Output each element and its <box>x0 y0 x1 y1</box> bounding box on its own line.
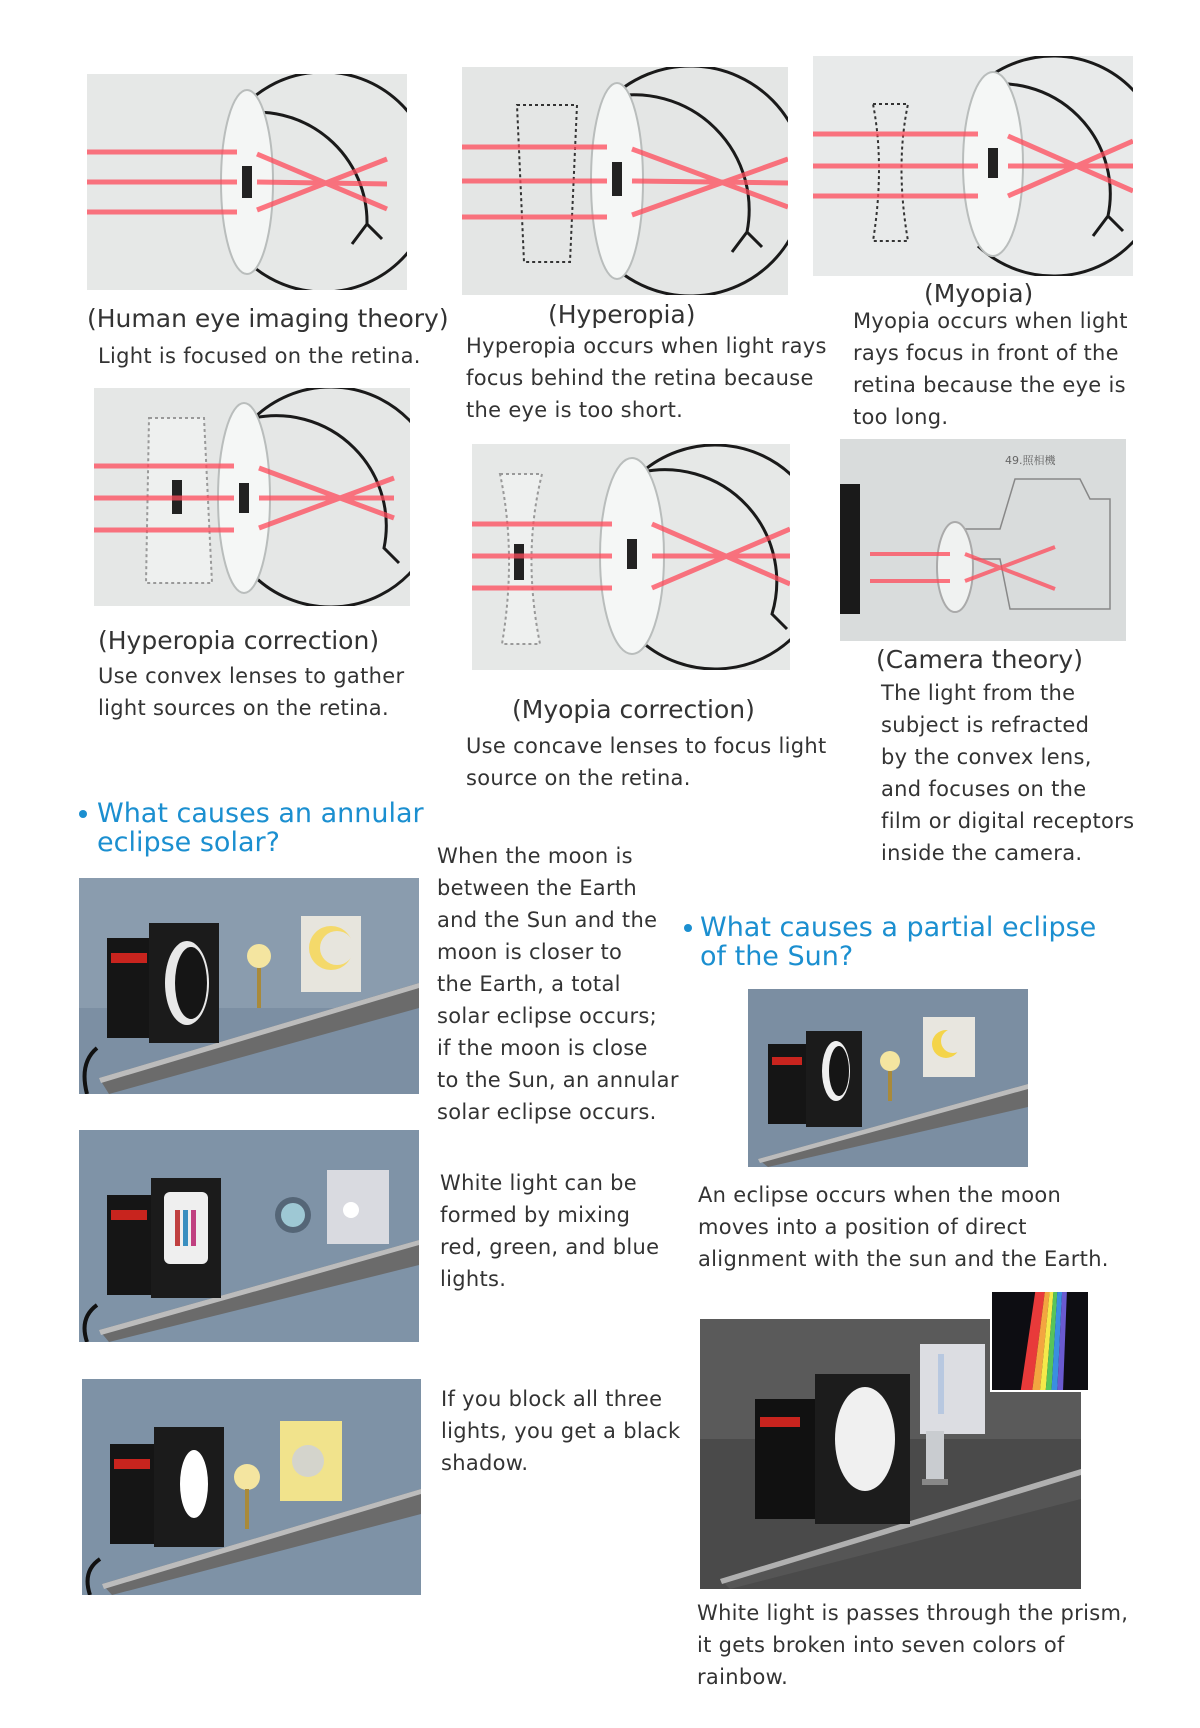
rainbow-inset-photo <box>990 1290 1090 1392</box>
prism-text: White light is passes through the prism, it gets broken into seven colors of rainbow. <box>697 1601 1129 1689</box>
camera-photo <box>840 439 1126 641</box>
partial-text: An eclipse occurs when the moon moves into a position of direct alignment with the sun and the Earth. <box>698 1183 1109 1271</box>
myopia-correction-text: Use concave lenses to focus light source on the retina. <box>466 734 827 790</box>
hyperopia-correction-text: Use convex lenses to gather light sources on the retina. <box>98 664 405 720</box>
partial-bullet <box>684 924 692 932</box>
white-light-text: White light can be formed by mixing red, green, and blue lights. <box>440 1171 660 1291</box>
shadow-photo <box>82 1379 421 1595</box>
hyperopia-text: Hyperopia occurs when light rays focus behind the retina because the eye is too short. <box>466 334 827 422</box>
annular-bullet <box>79 810 87 818</box>
hyperopia-correction-caption: (Hyperopia correction) <box>98 626 380 655</box>
eye-imaging-caption: (Human eye imaging theory) <box>87 304 449 333</box>
myopia-text: Myopia occurs when light rays focus in front of the retina because the eye is too long. <box>853 309 1128 429</box>
myopia-photo <box>813 56 1133 276</box>
hyperopia-photo <box>462 67 788 295</box>
hyperopia-correction-photo <box>94 388 410 606</box>
annular-heading: What causes an annular eclipse solar? <box>97 798 424 858</box>
annular-text: When the moon is between the Earth and the Sun and the moon is closer to the Earth, a total solar eclipse occurs; if the moon is close to the Sun, an annular solar eclipse occurs. <box>437 844 679 1124</box>
myopia-correction-photo <box>472 444 790 670</box>
eye-imaging-photo <box>87 74 407 290</box>
white-light-photo <box>79 1130 419 1342</box>
shadow-text: If you block all three lights, you get a black shadow. <box>441 1387 681 1475</box>
myopia-correction-caption: (Myopia correction) <box>512 695 755 724</box>
eye-imaging-text: Light is focused on the retina. <box>98 344 421 368</box>
camera-caption: (Camera theory) <box>876 645 1083 674</box>
partial-heading: What causes a partial eclipse of the Sun? <box>700 912 1097 972</box>
partial-eclipse-photo <box>748 989 1028 1167</box>
myopia-caption: (Myopia) <box>924 279 1034 308</box>
annular-eclipse-photo <box>79 878 419 1094</box>
hyperopia-caption: (Hyperopia) <box>548 300 696 329</box>
camera-text: The light from the subject is refracted by the convex lens, and focuses on the film or digital receptors inside the camera. <box>881 681 1135 865</box>
camera-sign-label: 49.照相機 <box>1005 454 1056 467</box>
